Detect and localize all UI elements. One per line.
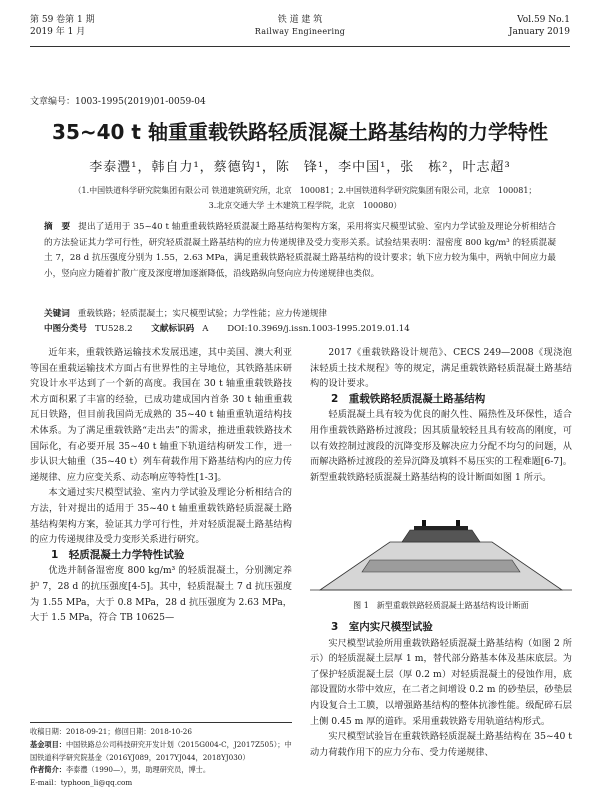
fund-text: 中国铁路总公司科技研究开发计划（2015G004-C，J2017Z505）；中国铁道科学研究院基金（2016YJ089，2017YJ044，2018YJ030）	[30, 739, 292, 762]
classification-line	[44, 322, 580, 334]
left-column	[30, 345, 292, 626]
doc-code-label: 文献标识码	[151, 324, 195, 334]
body-paragraph: 实尺模型试验所用重载铁路轻质混凝土路基结构（如图 2 所示）的轻质混凝土层厚 1 m，替代部分路基本体及基床底层。为了保护轻质混凝土层（厚 0.2 m）对轻质混凝土的侵蚀作用，底部设置防水带中效应，在二者之间增设 0.2 m 的砂垫层，砂垫层内设复合土工膜，以增强路基结构的整体抗渗性能。级配碎石层上侧 0.45 m 厚的道砟。采用重载铁路专用轨道结构形式。	[310, 637, 572, 727]
body-paragraph: 2017《重载铁路设计规范》、CECS 249—2008《现浇泡沫轻质土技术规程》等的规定，满足重载铁路轻质混凝土路基结构的设计要求。	[310, 347, 572, 390]
footnote-received: 收稿日期：2018-09-21；修回日期：2018-10-26	[30, 727, 192, 736]
footnote-email: E-mail：typhoon_li@qq.com	[30, 778, 133, 788]
header-volume: 第 59 卷第 1 期	[30, 15, 95, 25]
header-right	[509, 14, 570, 38]
header-vol-en: Vol.59 No.1	[517, 15, 570, 25]
abstract	[44, 220, 556, 282]
body-paragraph: 实尺模型试验旨在重载铁路轻质混凝土路基结构在 35~40 t 动力荷载作用下的应力分布、受力传递规律、	[310, 731, 572, 758]
abstract-text: 提出了适用于 35~40 t 轴重重载铁路轻质混凝土路基结构架构方案，采用将实尺模型试验、室内力学试验及理论分析相结合的方法验证其力学可行性，研究轻质混凝土路基结构的应力传递规律及受力变形关系。试验结果表明：湿密度 800 kg/m³ 的轻质混凝土 7，28 d 抗压强度分别为 1.55，2.63 MPa，满足重载铁路轻质混凝土路基结构的设计要求；轨下应力较为集中，两轨中间应力最小，竖向应力随着扩散广度及深度增加逐渐降低，沿线路纵向竖向应力传递规律也类似。	[44, 222, 556, 279]
clc-value: TU528.2	[94, 324, 133, 334]
running-header	[30, 12, 570, 47]
right-column	[310, 345, 572, 495]
header-date-en: January 2019	[508, 27, 570, 37]
figure-1-caption: 图 1 新型重载铁路轻质混凝土路基结构设计断面	[353, 601, 529, 610]
header-journal-en: Railway Engineering	[254, 27, 346, 36]
header-journal-cn: 铁 道 建 筑	[277, 15, 323, 25]
doi: DOI:10.3969/j.issn.1003-1995.2019.01.14	[227, 324, 410, 334]
bio-text: 李泰灃（1990—），男，助理研究员，博士。	[65, 765, 211, 775]
header-journal	[30, 14, 570, 38]
section-heading-3: 3 室内实尺模型试验	[331, 621, 433, 633]
header-date: 2019 年 1 月	[30, 27, 86, 37]
affiliations	[50, 183, 560, 213]
affiliation-line: （1.中国铁道科学研究院集团有限公司 铁道建筑研究所，北京 100081；2.中国铁道科学研究院集团有限公司，北京 100081；	[73, 186, 537, 195]
fund-label: 基金项目：	[30, 739, 66, 749]
paper-title: 35~40 t 轴重重载铁路轻质混凝土路基结构的力学特性	[52, 120, 548, 144]
bio-label: 作者简介：	[30, 765, 66, 775]
doc-code-value: A	[202, 324, 209, 334]
keywords	[44, 307, 556, 319]
body-paragraph: 本文通过实尺模型试验、室内力学试验及理论分析相结合的方法，针对提出的适用于 35~40 t 轴重重载铁路轻质混凝土路基结构架构方案，验证其力学可行性，并对轻质混凝土路基结构的应力传递规律及受力变形关系进行研究。	[30, 487, 292, 546]
body-paragraph: 优选并制备湿密度 800 kg/m³ 的轻质混凝土，分别测定养护 7，28 d 的抗压强度[4-5]。其中，轻质混凝土 7 d 抗压强度为 1.55 MPa，大于 0.8 MPa，28 d 抗压强度为 2.63 MPa，大于 1.5 MPa，符合 TB 10625—	[30, 565, 292, 624]
body-paragraph: 近年来，重载铁路运输技术发展迅速，其中美国、澳大利亚等国在重载运输技术方面占有世界性的主导地位，其铁路基床研究设计水平达到了一个新的高度。我国在 30 t 轴重重载铁路技术方面积累了丰富的经验，已成功建成国内首条 30 t 轴重重载瓦日铁路，但目前我国尚无成熟的 35~40 t 轴重重轨道结构技术体系。为了满足重载铁路“走出去”的需求，推进重载铁路技术国际化，有必要开展 35~40 t 轴重下轨道结构研发工作，进一步认识大轴重（35~40 t）列车荷载作用下路基结构内的应力传递规律、应力应变关系、动态响应等特性[1-3]。	[30, 347, 292, 483]
lightweight-concrete-layer	[362, 560, 520, 572]
rail-left	[422, 520, 426, 526]
footnote-fund	[30, 739, 292, 765]
body-paragraph: 轻质混凝土具有较为优良的耐久性、隔热性及环保性，适合用作重载铁路路桥过渡段；因其质量较轻且具有较高的刚度，可以有效控制过渡段的沉降变形及解决应力分配不均匀的问题，从而解决路桥过渡段的差异沉降及填料不易压实的工程难题[6-7]。新型重载铁路轻质混凝土路基结构的设计断面如图 1 所示。	[310, 409, 572, 483]
sleeper	[414, 526, 468, 530]
footnote	[30, 722, 292, 790]
affiliation-line: 3.北京交通大学 土木建筑工程学院，北京 100080）	[208, 201, 402, 210]
clc-label: 中图分类号	[44, 324, 87, 334]
keywords-label: 关键词	[44, 309, 70, 319]
footnote-bio	[30, 764, 292, 777]
ballast-layer	[402, 530, 480, 542]
section-heading-2: 2 重载铁路轻质混凝土路基结构	[331, 392, 486, 405]
right-column-lower	[310, 620, 572, 760]
abstract-label: 摘 要	[44, 222, 71, 232]
article-number: 文章编号：1003-1995(2019)01-0059-04	[30, 97, 206, 107]
keywords-text: 重载铁路；轻质混凝土；实尺模型试验；力学性能；应力传递规律	[77, 309, 328, 319]
section-heading-1: 1 轻质混凝土力学特性试验	[51, 548, 185, 561]
rail-right	[456, 520, 460, 526]
author-list: 李泰灃¹，韩自力¹，蔡德钩¹，陈 锋¹，李中国¹，张 栋²，叶志超³	[89, 160, 511, 175]
figure-1-cross-section	[310, 500, 572, 598]
